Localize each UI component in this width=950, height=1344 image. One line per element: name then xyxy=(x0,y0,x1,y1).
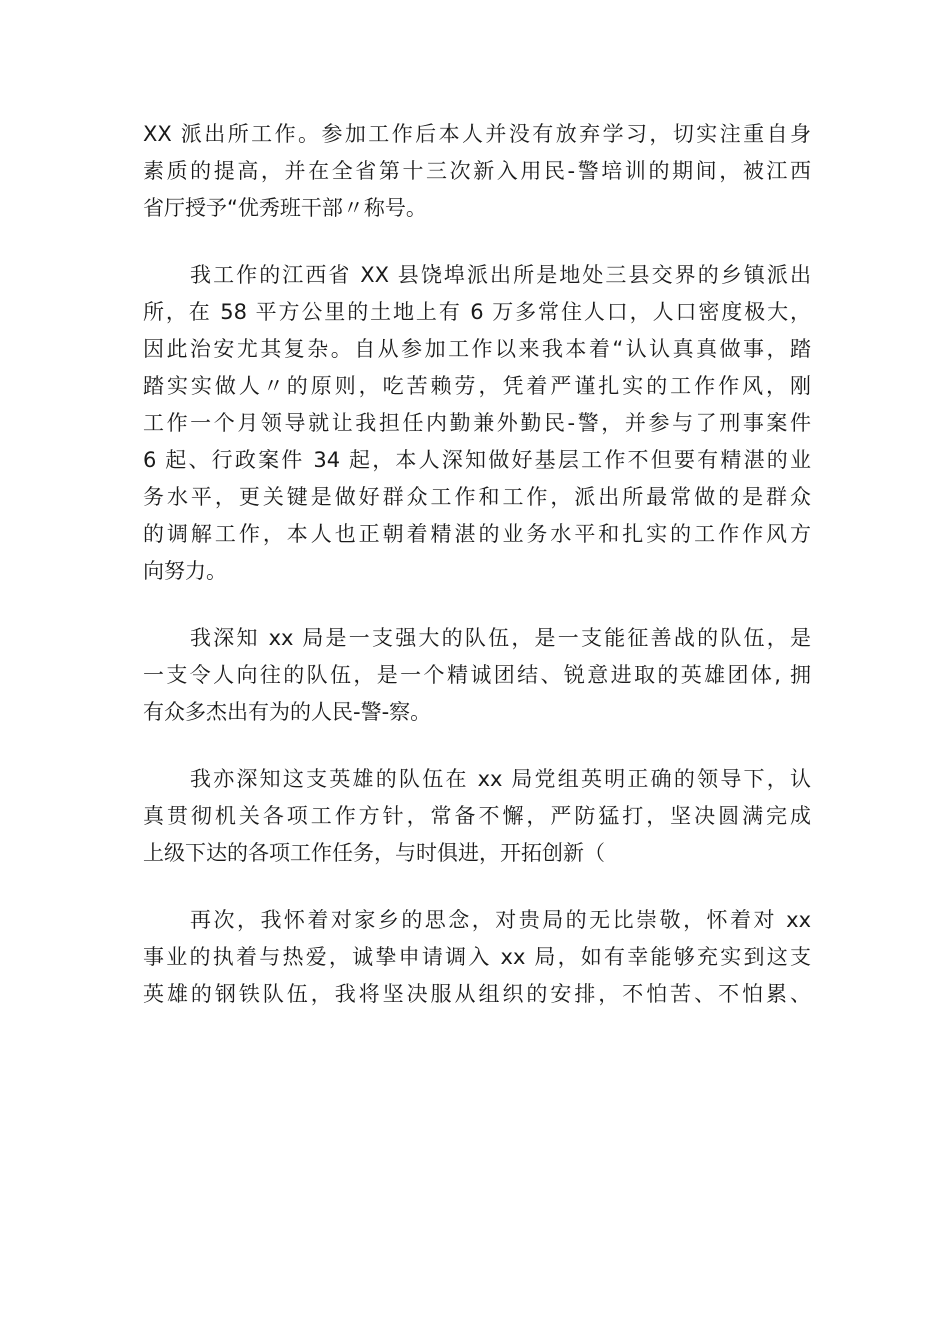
text-line: 事业的执着与热爱，诚挚申请调入 xx 局，如有幸能够充实到这支 xyxy=(143,945,811,969)
text-line: 我亦深知这支英雄的队伍在 xx 局党组英明正确的领导下，认 xyxy=(190,767,811,791)
text-line: 因此治安尤其复杂。自从参加工作以来我本着“认认真真做事，踏 xyxy=(143,337,811,361)
paragraph-2 xyxy=(143,257,811,590)
text-line: XX 派出所工作。参加工作后本人并没有放弃学习，切实注重自身 xyxy=(143,122,811,146)
text-line: 我工作的江西省 XX 县饶埠派出所是地处三县交界的乡镇派出 xyxy=(190,263,811,287)
text-line: 真贯彻机关各项工作方针，常备不懈，严防猛打，坚决圆满完成 xyxy=(143,804,811,828)
text-line: 向努力。 xyxy=(143,559,227,583)
document-body xyxy=(143,116,811,1043)
text-line: 我深知 xx 局是一支强大的队伍，是一支能征善战的队伍，是 xyxy=(190,626,811,650)
text-line: 有众多杰出有为的人民-警-察。 xyxy=(143,700,432,724)
text-line: 的调解工作，本人也正朝着精湛的业务水平和扎实的工作作风方 xyxy=(143,522,811,546)
text-line: 素质的提高，并在全省第十三次新入用民-警培训的期间，被江西 xyxy=(143,159,811,183)
text-line: 英雄的钢铁队伍，我将坚决服从组织的安排，不怕苦、不怕累、 xyxy=(143,982,811,1006)
paragraph-3 xyxy=(143,620,811,731)
paragraph-5 xyxy=(143,902,811,1013)
text-line: 务水平，更关键是做好群众工作和工作，派出所最常做的是群众 xyxy=(143,485,811,509)
paragraph-4 xyxy=(143,761,811,872)
text-line: 6 起、行政案件 34 起，本人深知做好基层工作不但要有精湛的业 xyxy=(143,448,811,472)
paragraph-1 xyxy=(143,116,811,227)
text-line: 省厅授予“优秀班干部〃称号。 xyxy=(143,196,427,220)
text-line: 上级下达的各项工作任务，与时俱进，开拓创新（ xyxy=(143,841,605,865)
text-line: 一支令人向往的队伍，是一个精诚团结、锐意进取的英雄团体, 拥 xyxy=(143,663,811,687)
text-line: 再次，我怀着对家乡的思念，对贵局的无比崇敬，怀着对 xx xyxy=(190,908,811,932)
text-line: 工作一个月领导就让我担任内勤兼外勤民-警，并参与了刑事案件 xyxy=(143,411,811,435)
text-line: 所，在 58 平方公里的土地上有 6 万多常住人口，人口密度极大， xyxy=(143,300,811,324)
text-line: 踏实实做人〃的原则，吃苦赖劳，凭着严谨扎实的工作作风，刚 xyxy=(143,374,811,398)
